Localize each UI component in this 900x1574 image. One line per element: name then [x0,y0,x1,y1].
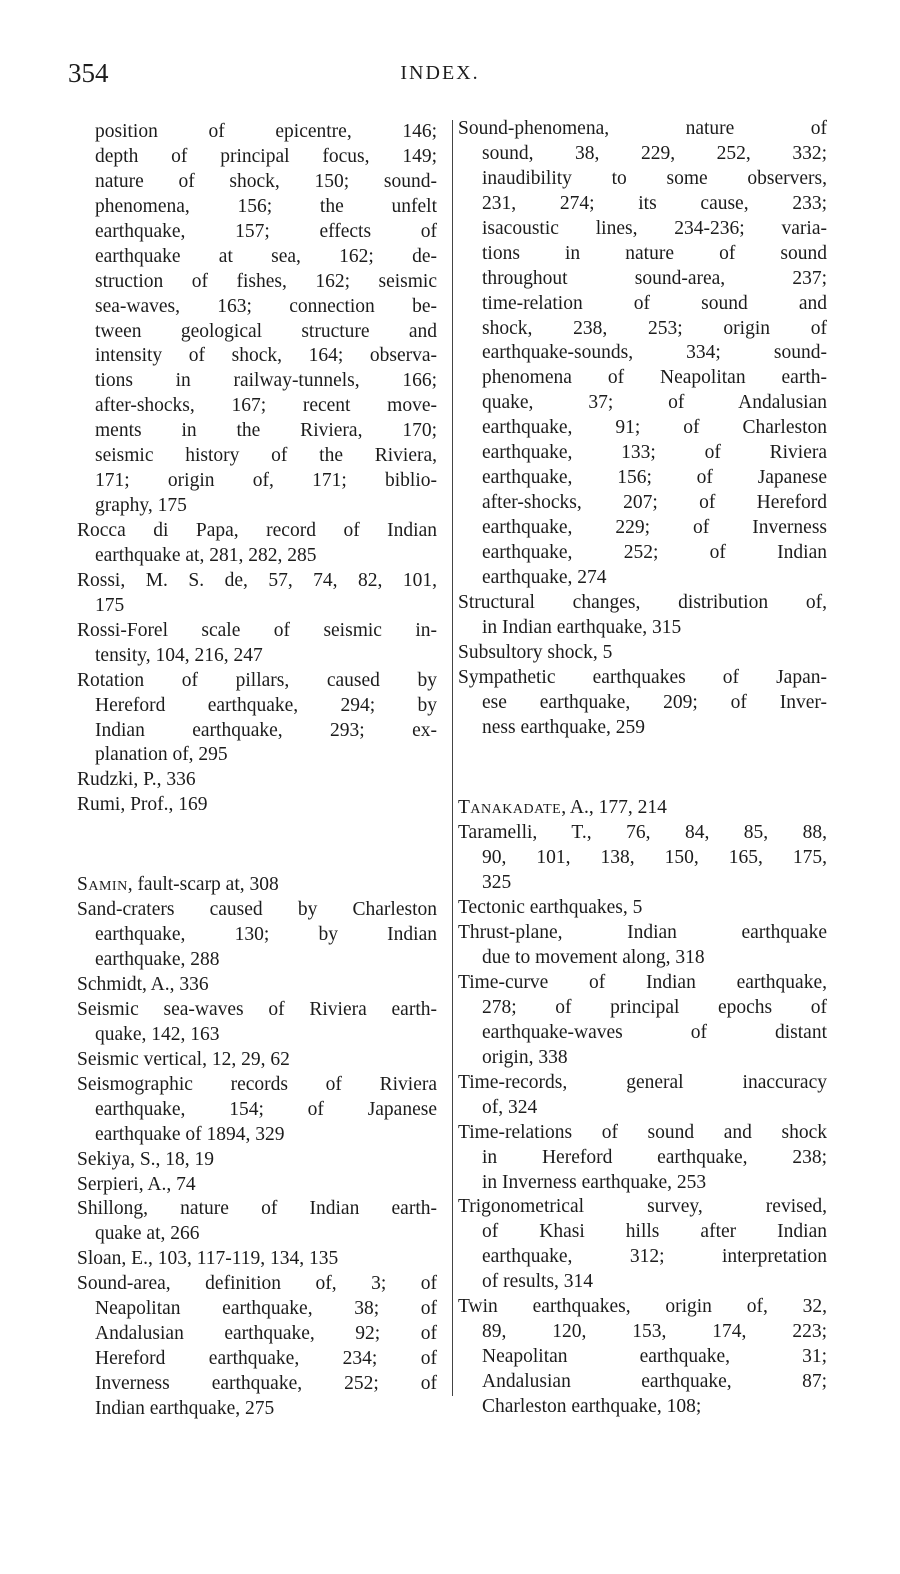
index-entry [77,998,437,1048]
index-entry [458,921,827,971]
index-entry [77,1173,437,1198]
index-entry [77,1197,437,1247]
index-entry-line: ments in the Riviera, 170; [95,420,437,442]
index-entry-line: Sound-area, definition of, 3; of [77,1273,437,1295]
index-entry-line: Sekiya, S., 18, 19 [77,1148,215,1170]
index-entry-line: isacoustic lines, 234-236; varia- [482,217,827,239]
index-entry [458,796,827,821]
index-entry-line: sound, 38, 229, 252, 332; [482,142,827,164]
index-entry-line: Rumi, Prof., 169 [77,794,208,816]
index-entry-line: tensity, 104, 216, 247 [95,644,263,666]
index-entry [77,669,437,769]
index-entry-line: Hereford earthquake, 234; of [95,1348,437,1370]
index-entry-line: position of epicentre, 146; [95,121,437,142]
index-entry-line: Twin earthquakes, origin of, 32, [458,1296,827,1318]
index-entry [77,519,437,569]
column-divider [452,120,453,1396]
index-heading-smallcaps: Tanakadate [458,797,562,819]
index-entry-line: Tanakadate, A., 177, 214 [458,797,667,819]
index-entry-line: seismic history of the Riviera, [95,445,437,467]
index-entry [77,793,437,818]
index-entry-line: phenomena, 156; the unfelt [95,195,437,217]
index-entry [458,1121,827,1196]
index-entry-line: depth of principal focus, 149; [95,145,437,167]
index-entry [77,1073,437,1148]
index-entry-line: Andalusian earthquake, 87; [482,1371,827,1392]
index-entry [77,873,437,898]
index-entry-line: Structural changes, distribution of, [458,591,827,613]
index-entry-line: in Indian earthquake, 315 [482,616,682,638]
index-entry-line: Rossi-Forel scale of seismic in- [77,619,437,641]
index-entry-line: inaudibility to some observers, [482,167,827,189]
index-entry-line: Shillong, nature of Indian earth- [77,1198,437,1220]
index-entry-line: Sound-phenomena, nature of [458,118,827,139]
index-entry-line: Neapolitan earthquake, 38; of [95,1298,437,1320]
index-entry-line: Rossi, M. S. de, 57, 74, 82, 101, [77,569,437,591]
index-entry-line: Charleston earthquake, 108; [482,1395,702,1417]
index-entry-line: intensity of shock, 164; observa- [95,345,437,367]
index-entry-line: Tectonic earthquakes, 5 [458,897,643,919]
index-entry-line: 278; of principal epochs of [482,996,827,1018]
index-entry-line: earthquake, 312; interpretation [482,1246,827,1268]
index-entry-line: Schmidt, A., 336 [77,974,209,995]
index-entry-line: Seismic sea-waves of Riviera earth- [77,998,437,1020]
index-entry-line: of, 324 [482,1096,538,1118]
index-entry-line: phenomena of Neapolitan earth- [482,367,827,389]
index-entry-line: Inverness earthquake, 252; of [95,1373,437,1394]
index-entry-line: Thrust-plane, Indian earthquake [458,922,827,944]
index-entry [458,1195,827,1295]
index-entry-line: ese earthquake, 209; of Inver- [482,691,827,713]
index-entry-line: Rudzki, P., 336 [77,769,196,791]
running-head: INDEX. [400,62,480,84]
index-entry-line: of Khasi hills after Indian [482,1221,827,1243]
index-entry-line: earthquake, 252; of Indian [482,541,827,563]
index-entry-line: 171; origin of, 171; biblio- [95,470,437,492]
index-entry-line: after-shocks, 207; of Hereford [482,492,827,514]
index-entry [458,591,827,641]
index-entry [77,1247,437,1272]
index-entry-line: 90, 101, 138, 150, 165, 175, [482,847,827,869]
index-entry-line: time-relation of sound and [482,292,827,314]
index-column-left [77,120,437,1422]
index-entry-line: in Hereford earthquake, 238; [482,1146,827,1168]
index-entry-line: origin, 338 [482,1046,568,1068]
index-entry [77,619,437,669]
index-entry-line: 89, 120, 153, 174, 223; [482,1321,827,1343]
index-entry-line: Sympathetic earthquakes of Japan- [458,666,827,688]
index-entry-line: earthquake, 288 [95,949,220,971]
index-entry-line: Seismographic records of Riviera [77,1073,437,1095]
index-entry [458,821,827,896]
index-entry-line: Taramelli, T., 76, 84, 85, 88, [458,822,827,844]
section-gap [458,740,827,796]
index-entry-line: Hereford earthquake, 294; by [95,694,437,716]
index-entry-line: throughout sound-area, 237; [482,267,827,289]
index-entry-line: earthquake, 154; of Japanese [95,1098,437,1120]
index-entry-line: 175 [95,594,125,616]
index-entry-line: earthquake at sea, 162; de- [95,245,437,267]
index-entry-line: earthquake, 229; of Inverness [482,517,827,538]
index-heading-smallcaps: Samin [77,874,128,896]
index-entry-line: earthquake-waves of distant [482,1021,827,1043]
index-entry-line: shock, 238, 253; origin of [482,317,827,339]
index-entry-line: after-shocks, 167; recent move- [95,395,437,417]
index-entry-line: tions in railway-tunnels, 166; [95,370,437,392]
index-entry-line: Rotation of pillars, caused by [77,669,437,691]
index-entry-line: Time-relations of sound and shock [458,1121,827,1143]
index-entry [77,973,437,998]
index-entry-line: planation of, 295 [95,744,228,766]
index-entry [458,666,827,741]
index-entry-line: 231, 274; its cause, 233; [482,192,827,214]
index-entry [77,120,437,519]
index-entry [458,1295,827,1420]
index-entry-line: earthquake-sounds, 334; sound- [482,342,827,364]
index-entry [77,569,437,619]
index-entry [77,1048,437,1073]
index-entry-line: earthquake of 1894, 329 [95,1123,285,1145]
index-entry [458,971,827,1071]
index-entry-line: Neapolitan earthquake, 31; [482,1346,827,1368]
index-entry-line: of results, 314 [482,1271,594,1293]
index-entry-line: Subsultory shock, 5 [458,641,613,663]
index-entry-line: Indian earthquake, 275 [95,1397,275,1419]
section-gap [77,818,437,873]
index-entry-line: quake, 37; of Andalusian [482,392,827,414]
index-entry-line: Seismic vertical, 12, 29, 62 [77,1048,290,1070]
page-number: 354 [68,58,109,88]
index-entry-line: earthquake at, 281, 282, 285 [95,544,317,566]
index-entry-line: earthquake, 91; of Charleston [482,417,827,439]
index-entry-line: Andalusian earthquake, 92; of [95,1323,437,1345]
index-column-right [458,117,827,1420]
index-entry [77,898,437,973]
index-entry-line: earthquake, 133; of Riviera [482,442,827,464]
index-entry-line: due to movement along, 318 [482,947,705,969]
index-entry-line: earthquake, 274 [482,566,607,588]
index-entry [77,768,437,793]
index-entry-line: graphy, 175 [95,495,187,517]
index-entry-line: Samin, fault-scarp at, 308 [77,874,279,896]
index-entry [458,117,827,591]
index-entry [458,1071,827,1121]
index-entry-line: quake at, 266 [95,1223,200,1245]
index-entry-line: Time-curve of Indian earthquake, [458,972,827,993]
index-entry [458,641,827,666]
index-entry-line: quake, 142, 163 [95,1023,220,1045]
index-entry-line: Sand-craters caused by Charleston [77,899,437,921]
index-entry-line: struction of fishes, 162; seismic [95,270,437,292]
index-entry-line: nature of shock, 150; sound- [95,170,437,192]
index-entry-line: earthquake, 130; by Indian [95,924,437,946]
index-entry-line: Serpieri, A., 74 [77,1173,196,1195]
index-entry-line: tween geological structure and [95,320,437,342]
index-entry-line: sea-waves, 163; connection be- [95,295,437,317]
index-entry-line: Time-records, general inaccuracy [458,1071,827,1093]
index-entry-line: earthquake, 156; of Japanese [482,467,827,489]
index-entry-line: in Inverness earthquake, 253 [482,1171,707,1193]
index-entry-line: ness earthquake, 259 [482,716,645,738]
index-entry [77,1272,437,1422]
index-entry-line: 325 [482,872,512,894]
index-entry-line: Rocca di Papa, record of Indian [77,520,437,541]
index-entry-line: tions in nature of sound [482,242,827,264]
index-entry-line: Sloan, E., 103, 117-119, 134, 135 [77,1248,339,1270]
index-entry-line: earthquake, 157; effects of [95,220,437,242]
index-entry-line: Trigonometrical survey, revised, [458,1196,827,1218]
index-entry [458,896,827,921]
index-entry-line: Indian earthquake, 293; ex- [95,719,437,741]
index-entry [77,1148,437,1173]
